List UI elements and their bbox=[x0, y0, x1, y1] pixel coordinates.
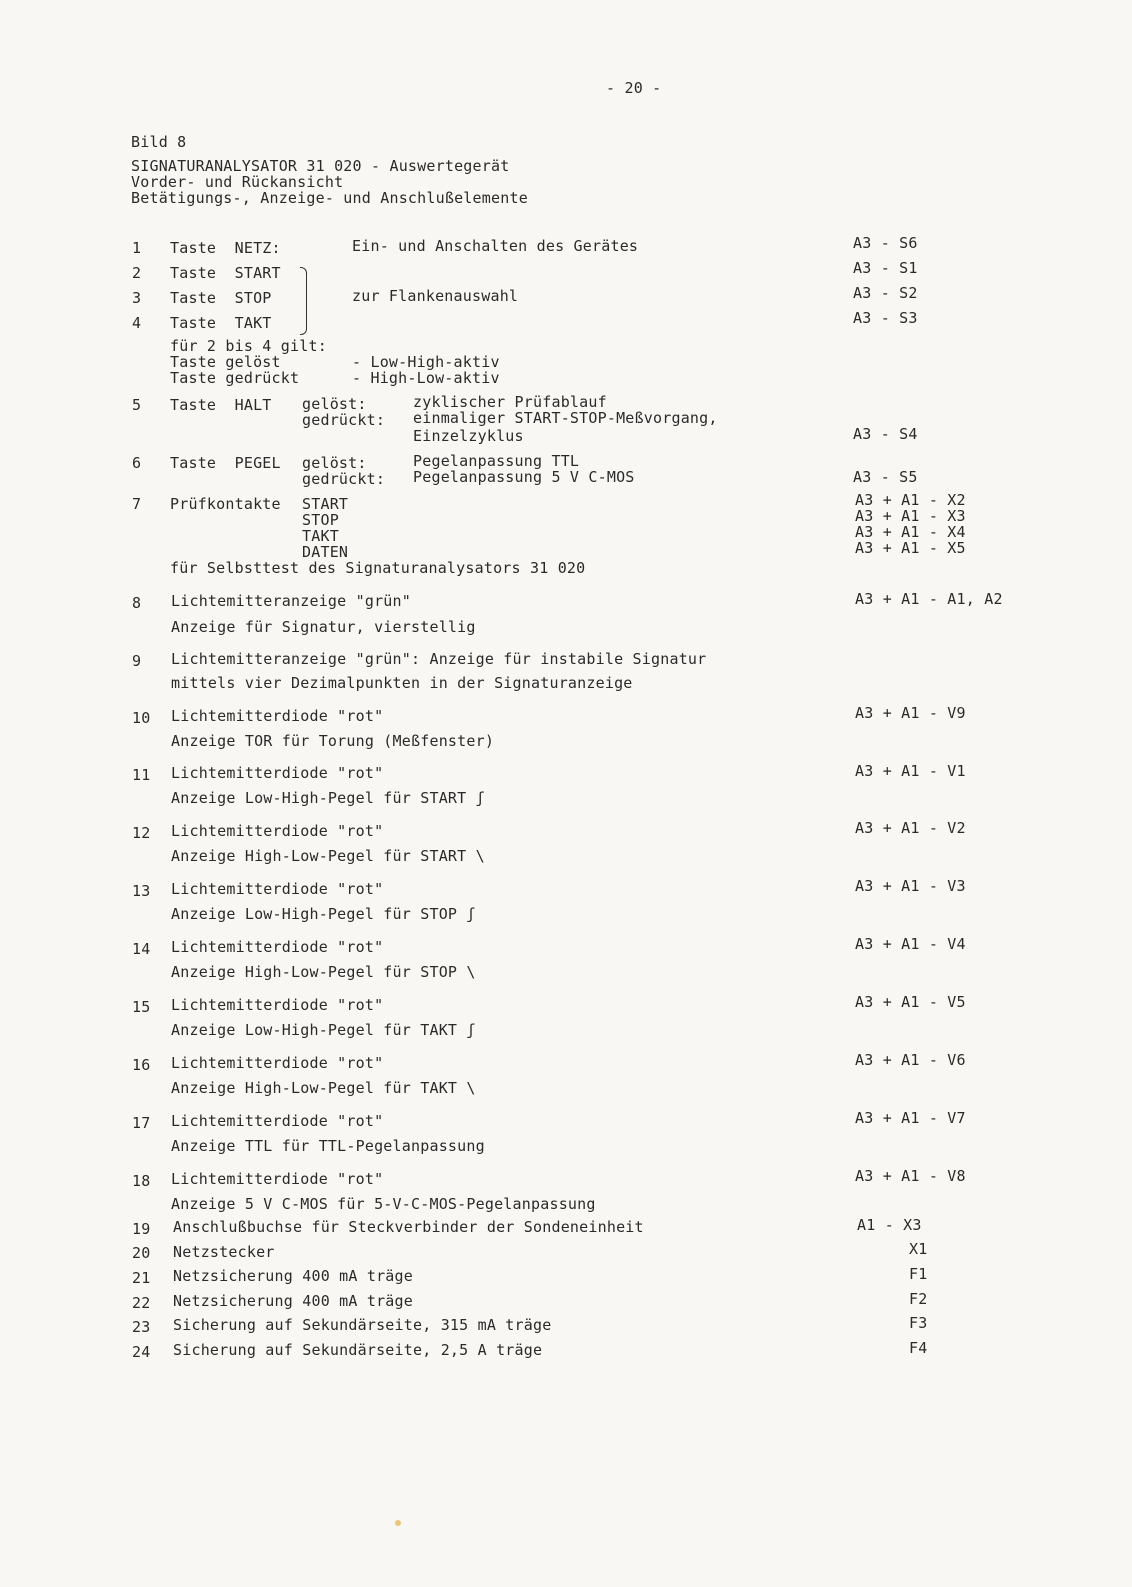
contact-label: TAKT bbox=[302, 527, 339, 545]
item-line-1: Lichtemitterdiode "rot" bbox=[171, 1054, 384, 1072]
item-reference: A3 + A1 - X2 bbox=[855, 491, 966, 509]
item-number: 17 bbox=[132, 1114, 151, 1132]
state-description: Pegelanpassung 5 V C-MOS bbox=[413, 468, 635, 486]
figure-label: Bild 8 bbox=[131, 133, 187, 151]
state-description: zyklischer Prüfablauf bbox=[413, 393, 607, 411]
item-number: 14 bbox=[132, 940, 151, 958]
item-reference: A3 + A1 - V2 bbox=[855, 819, 966, 837]
item-number: 5 bbox=[132, 396, 142, 414]
item-number: 13 bbox=[132, 882, 151, 900]
item-line-1: Lichtemitterdiode "rot" bbox=[171, 707, 384, 725]
item-line-2: Anzeige High-Low-Pegel für TAKT \ bbox=[171, 1079, 476, 1097]
item-line-1: Lichtemitterdiode "rot" bbox=[171, 938, 384, 956]
item-line-1: Lichtemitterdiode "rot" bbox=[171, 1112, 384, 1130]
state-label: gedrückt: bbox=[302, 470, 386, 488]
document-subtitle: Vorder- und Rückansicht bbox=[131, 173, 344, 191]
item-line-1: Lichtemitteranzeige "grün" bbox=[171, 592, 411, 610]
item-number: 4 bbox=[132, 314, 142, 332]
item-reference: A3 + A1 - V7 bbox=[855, 1109, 966, 1127]
item-line-1: Sicherung auf Sekundärseite, 315 mA träge bbox=[173, 1316, 552, 1334]
item-number: 9 bbox=[132, 652, 142, 670]
item-number: 7 bbox=[132, 495, 142, 513]
item-number: 6 bbox=[132, 454, 142, 472]
grouping-brace bbox=[300, 267, 307, 335]
item-line-1: Netzstecker bbox=[173, 1243, 275, 1261]
item-line-1: Lichtemitteranzeige "grün": Anzeige für instabile Signatur bbox=[171, 650, 707, 668]
item-line-1: Anschlußbuchse für Steckverbinder der Sondeneinheit bbox=[173, 1218, 644, 1236]
item-description: zur Flankenauswahl bbox=[352, 287, 519, 305]
item-reference: A3 + A1 - V6 bbox=[855, 1051, 966, 1069]
item-line-1: Lichtemitterdiode "rot" bbox=[171, 1170, 384, 1188]
item-reference: X1 bbox=[909, 1240, 928, 1258]
note-line: Taste gelöst bbox=[170, 353, 281, 371]
item-reference: A3 + A1 - X4 bbox=[855, 523, 966, 541]
state-description: Einzelzyklus bbox=[413, 427, 524, 445]
item-number: 2 bbox=[132, 264, 142, 282]
item-line-1: Lichtemitterdiode "rot" bbox=[171, 822, 384, 840]
item-reference: A1 - X3 bbox=[857, 1216, 922, 1234]
item-line-1: Netzsicherung 400 mA träge bbox=[173, 1267, 413, 1285]
paper-speck bbox=[395, 1520, 401, 1526]
note-line: für 2 bis 4 gilt: bbox=[170, 337, 327, 355]
item-number: 18 bbox=[132, 1172, 151, 1190]
item-reference: A3 + A1 - X3 bbox=[855, 507, 966, 525]
item-line-2: Anzeige TOR für Torung (Meßfenster) bbox=[171, 732, 495, 750]
item-text: Taste START bbox=[170, 264, 281, 282]
document-title: SIGNATURANALYSATOR 31 020 - Auswertegerät bbox=[131, 157, 510, 175]
item-text: Taste TAKT bbox=[170, 314, 272, 332]
item-line-1: Sicherung auf Sekundärseite, 2,5 A träge bbox=[173, 1341, 543, 1359]
item-reference: A3 + A1 - V3 bbox=[855, 877, 966, 895]
state-description: einmaliger START-STOP-Meßvorgang, bbox=[413, 409, 718, 427]
item-line-2: Anzeige High-Low-Pegel für STOP \ bbox=[171, 963, 476, 981]
item-reference: A3 + A1 - V8 bbox=[855, 1167, 966, 1185]
item-text: Taste HALT bbox=[170, 396, 272, 414]
item-number: 8 bbox=[132, 594, 142, 612]
item-line-2: Anzeige TTL für TTL-Pegelanpassung bbox=[171, 1137, 485, 1155]
item-line-2: Anzeige 5 V C-MOS für 5-V-C-MOS-Pegelanpassung bbox=[171, 1195, 596, 1213]
document-subtitle-2: Betätigungs-, Anzeige- und Anschlußelemente bbox=[131, 189, 528, 207]
item-reference: A3 + A1 - X5 bbox=[855, 539, 966, 557]
contact-label: STOP bbox=[302, 511, 339, 529]
item-number: 3 bbox=[132, 289, 142, 307]
item-number: 19 bbox=[132, 1220, 151, 1238]
note-line: - High-Low-aktiv bbox=[352, 369, 500, 387]
item-reference: A3 + A1 - A1, A2 bbox=[855, 590, 1003, 608]
contact-label: DATEN bbox=[302, 543, 349, 561]
item-reference: A3 + A1 - V9 bbox=[855, 704, 966, 722]
item-line-1: Lichtemitterdiode "rot" bbox=[171, 764, 384, 782]
item-number: 23 bbox=[132, 1318, 151, 1336]
item-number: 22 bbox=[132, 1294, 151, 1312]
note-line: Taste gedrückt bbox=[170, 369, 300, 387]
item-reference: A3 + A1 - V4 bbox=[855, 935, 966, 953]
state-label: gelöst: bbox=[302, 454, 367, 472]
page-number: - 20 - bbox=[606, 79, 662, 97]
item-reference: A3 - S1 bbox=[853, 259, 918, 277]
item-description: Ein- und Anschalten des Gerätes bbox=[352, 237, 639, 255]
item-line-2: Anzeige Low-High-Pegel für STOP ʃ bbox=[171, 905, 476, 923]
item-reference: A3 - S6 bbox=[853, 234, 918, 252]
item-reference: F2 bbox=[909, 1290, 928, 1308]
item-reference: F3 bbox=[909, 1314, 928, 1332]
item-line-2: Anzeige Low-High-Pegel für START ʃ bbox=[171, 789, 485, 807]
item-number: 21 bbox=[132, 1269, 151, 1287]
item-reference: A3 - S5 bbox=[853, 468, 918, 486]
item-line-2: mittels vier Dezimalpunkten in der Signaturanzeige bbox=[171, 674, 633, 692]
item-number: 15 bbox=[132, 998, 151, 1016]
item-reference: F1 bbox=[909, 1265, 928, 1283]
item-number: 16 bbox=[132, 1056, 151, 1074]
item-reference: A3 - S3 bbox=[853, 309, 918, 327]
item-reference: F4 bbox=[909, 1339, 928, 1357]
item-line-2: Anzeige Low-High-Pegel für TAKT ʃ bbox=[171, 1021, 476, 1039]
item-reference: A3 - S2 bbox=[853, 284, 918, 302]
state-label: gedrückt: bbox=[302, 411, 386, 429]
item-number: 11 bbox=[132, 766, 151, 784]
item-number: 1 bbox=[132, 239, 142, 257]
item-number: 12 bbox=[132, 824, 151, 842]
item-text: Taste NETZ: bbox=[170, 239, 281, 257]
item-line-2: Anzeige High-Low-Pegel für START \ bbox=[171, 847, 485, 865]
note-line: - Low-High-aktiv bbox=[352, 353, 500, 371]
item-line-2: Anzeige für Signatur, vierstellig bbox=[171, 618, 476, 636]
item-note: für Selbsttest des Signaturanalysators 31 020 bbox=[170, 559, 586, 577]
item-number: 24 bbox=[132, 1343, 151, 1361]
item-text: Taste STOP bbox=[170, 289, 272, 307]
item-number: 10 bbox=[132, 709, 151, 727]
state-description: Pegelanpassung TTL bbox=[413, 452, 580, 470]
item-text: Taste PEGEL bbox=[170, 454, 281, 472]
item-line-1: Lichtemitterdiode "rot" bbox=[171, 880, 384, 898]
contact-label: START bbox=[302, 495, 349, 513]
item-line-1: Lichtemitterdiode "rot" bbox=[171, 996, 384, 1014]
item-reference: A3 - S4 bbox=[853, 425, 918, 443]
state-label: gelöst: bbox=[302, 395, 367, 413]
item-text: Prüfkontakte bbox=[170, 495, 281, 513]
item-reference: A3 + A1 - V1 bbox=[855, 762, 966, 780]
item-line-1: Netzsicherung 400 mA träge bbox=[173, 1292, 413, 1310]
item-number: 20 bbox=[132, 1244, 151, 1262]
item-reference: A3 + A1 - V5 bbox=[855, 993, 966, 1011]
